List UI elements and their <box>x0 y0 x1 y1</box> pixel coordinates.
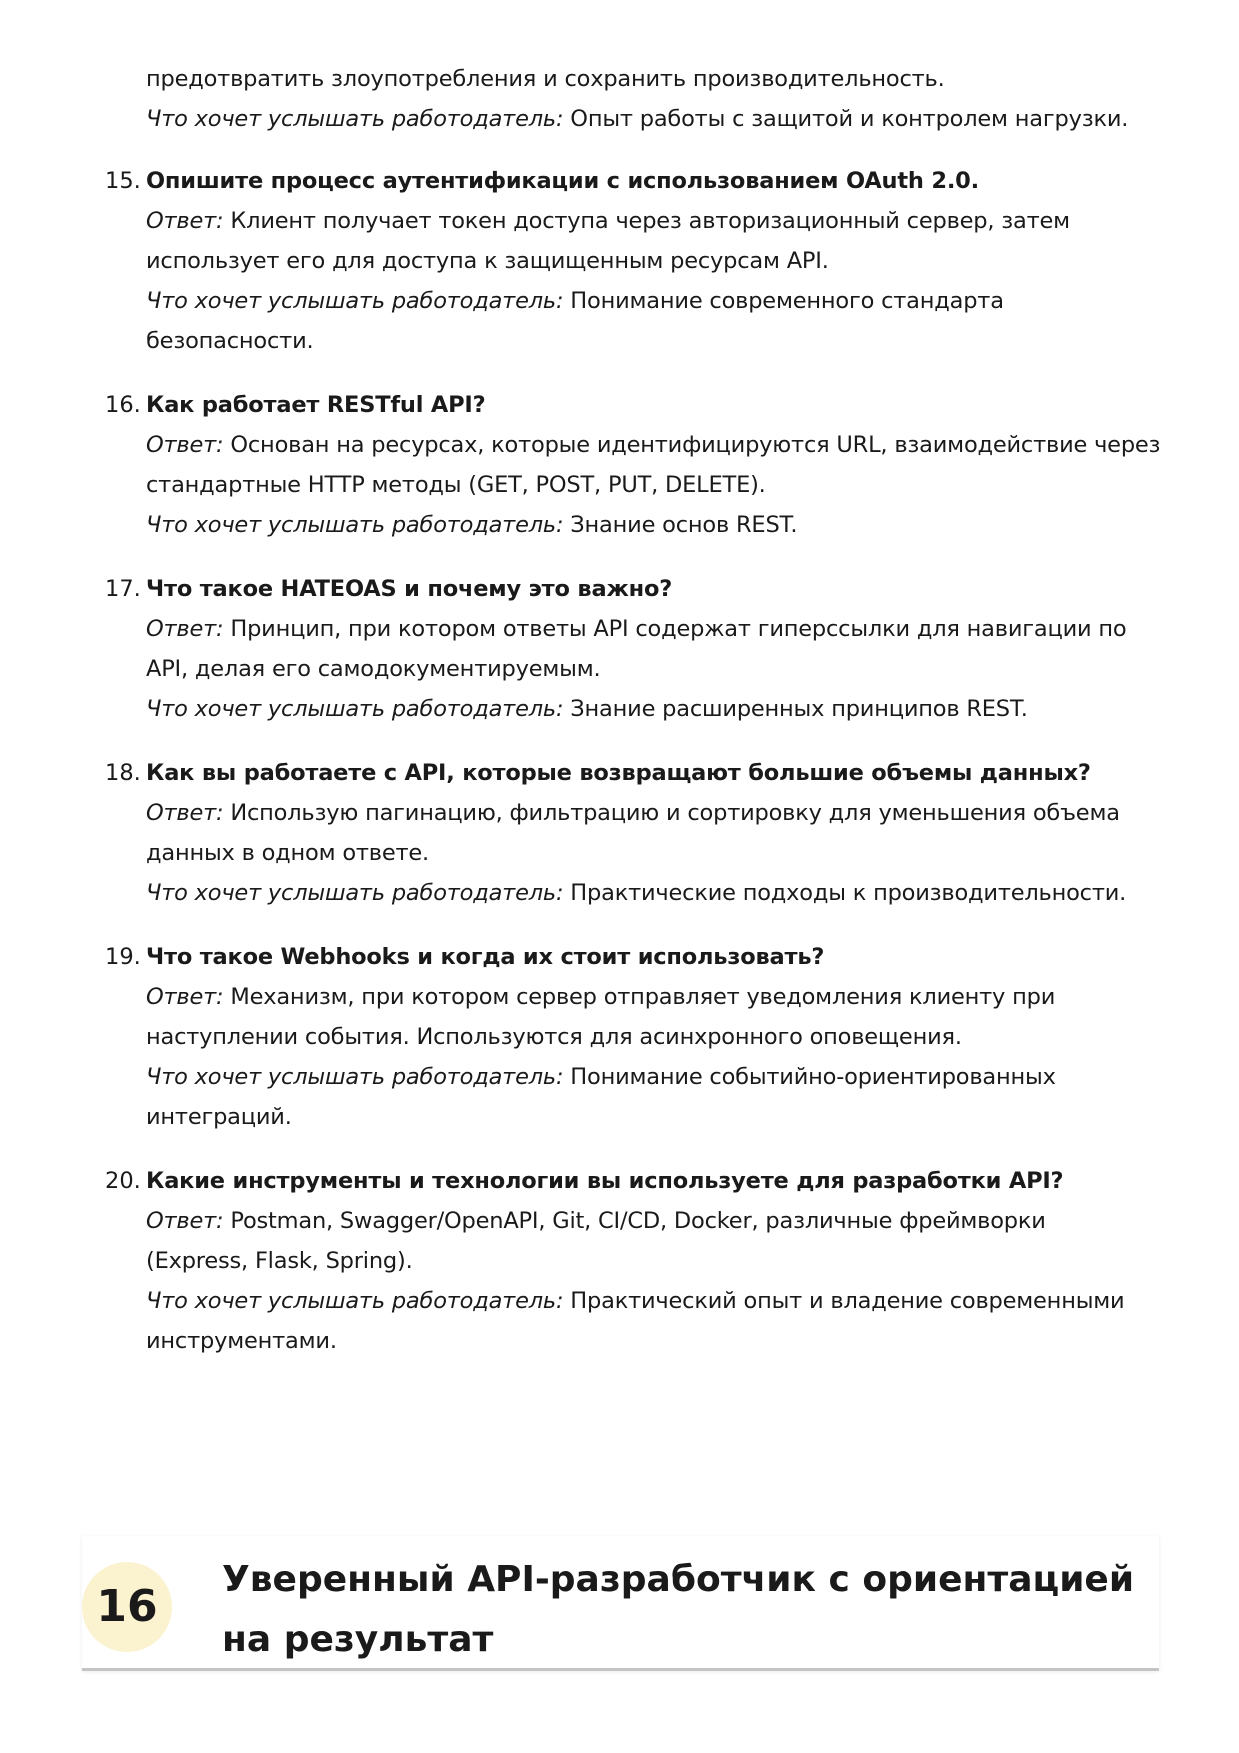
question-title: Опишите процесс аутентификации с использованием OAuth 2.0. <box>146 168 979 194</box>
employer-label: Что хочет услышать работодатель: <box>146 288 564 314</box>
answer-label: Ответ: <box>146 1208 224 1234</box>
answer-label: Ответ: <box>146 800 224 826</box>
question-title: Что такое Webhooks и когда их стоит использовать? <box>146 944 825 970</box>
answer-text: Postman, Swagger/OpenAPI, Git, CI/CD, Docker, различные фреймворки <box>223 1208 1046 1234</box>
question-title: Что такое HATEOAS и почему это важно? <box>146 576 673 602</box>
answer-text: Использую пагинацию, фильтрацию и сортировку для уменьшения объема <box>223 800 1120 826</box>
expect-line: инструментами. <box>146 1328 337 1354</box>
question-title: Как работает RESTful API? <box>146 392 486 418</box>
employer-label: Что хочет услышать работодатель: <box>146 512 564 538</box>
expect-line <box>146 1062 1056 1092</box>
answer-text: Клиент получает токен доступа через авторизационный сервер, затем <box>223 208 1070 234</box>
answer-line: наступлении события. Используются для асинхронного оповещения. <box>146 1024 962 1050</box>
question-number: 15. <box>105 168 141 194</box>
answer-line <box>146 1206 1046 1236</box>
expect-text: Практический опыт и владение современными <box>563 1288 1125 1314</box>
answer-text: Основан на ресурсах, которые идентифицируются URL, взаимодействие через <box>223 432 1161 458</box>
employer-label: Что хочет услышать работодатель: <box>146 1064 564 1090</box>
intro-line: предотвратить злоупотребления и сохранить производительность. <box>146 66 945 92</box>
expect-text: Понимание современного стандарта <box>563 288 1004 314</box>
answer-line: API, делая его самодокументируемым. <box>146 656 601 682</box>
answer-line <box>146 430 1160 460</box>
answer-line: использует его для доступа к защищенным ресурсам API. <box>146 248 829 274</box>
section-title: Уверенный API-разработчик с ориентацией на результат <box>222 1559 1135 1660</box>
question-number: 20. <box>105 1168 141 1194</box>
expect-line <box>146 1286 1124 1316</box>
answer-line: данных в одном ответе. <box>146 840 430 866</box>
answer-line <box>146 206 1070 236</box>
question-number: 16. <box>105 392 141 418</box>
employer-label: Что хочет услышать работодатель: <box>146 1288 564 1314</box>
answer-label: Ответ: <box>146 616 224 642</box>
answer-line <box>146 982 1055 1012</box>
answer-line: (Express, Flask, Spring). <box>146 1248 413 1274</box>
answer-line <box>146 798 1120 828</box>
intro-expect <box>146 104 1128 134</box>
answer-line <box>146 614 1126 644</box>
answer-line: стандартные HTTP методы (GET, POST, PUT, DELETE). <box>146 472 766 498</box>
expect-text: Понимание событийно-ориентированных <box>563 1064 1056 1090</box>
employer-label: Что хочет услышать работодатель: <box>146 696 564 722</box>
answer-label: Ответ: <box>146 432 224 458</box>
answer-text: Механизм, при котором сервер отправляет уведомления клиенту при <box>223 984 1056 1010</box>
expect-line <box>146 286 1004 316</box>
question-title: Какие инструменты и технологии вы используете для разработки API? <box>146 1168 1064 1194</box>
answer-label: Ответ: <box>146 208 224 234</box>
expect-line: безопасности. <box>146 328 314 354</box>
answer-label: Ответ: <box>146 984 224 1010</box>
expect-line <box>146 510 797 540</box>
question-number: 18. <box>105 760 141 786</box>
answer-text: Принцип, при котором ответы API содержат гиперссылки для навигации по <box>223 616 1127 642</box>
expect-line <box>146 878 1126 908</box>
question-title: Как вы работаете с API, которые возвращают большие объемы данных? <box>146 760 1091 786</box>
section-number-badge: 16 <box>82 1562 172 1652</box>
expect-line <box>146 694 1028 724</box>
expect-line: интеграций. <box>146 1104 292 1130</box>
employer-label: Что хочет услышать работодатель: <box>146 880 564 906</box>
expect-text: Знание расширенных принципов REST. <box>563 696 1028 722</box>
intro-expect-text: Опыт работы с защитой и контролем нагрузки. <box>563 106 1129 132</box>
question-number: 17. <box>105 576 141 602</box>
expect-text: Знание основ REST. <box>563 512 798 538</box>
employer-label: Что хочет услышать работодатель: <box>146 106 564 132</box>
expect-text: Практические подходы к производительности. <box>563 880 1127 906</box>
question-number: 19. <box>105 944 141 970</box>
